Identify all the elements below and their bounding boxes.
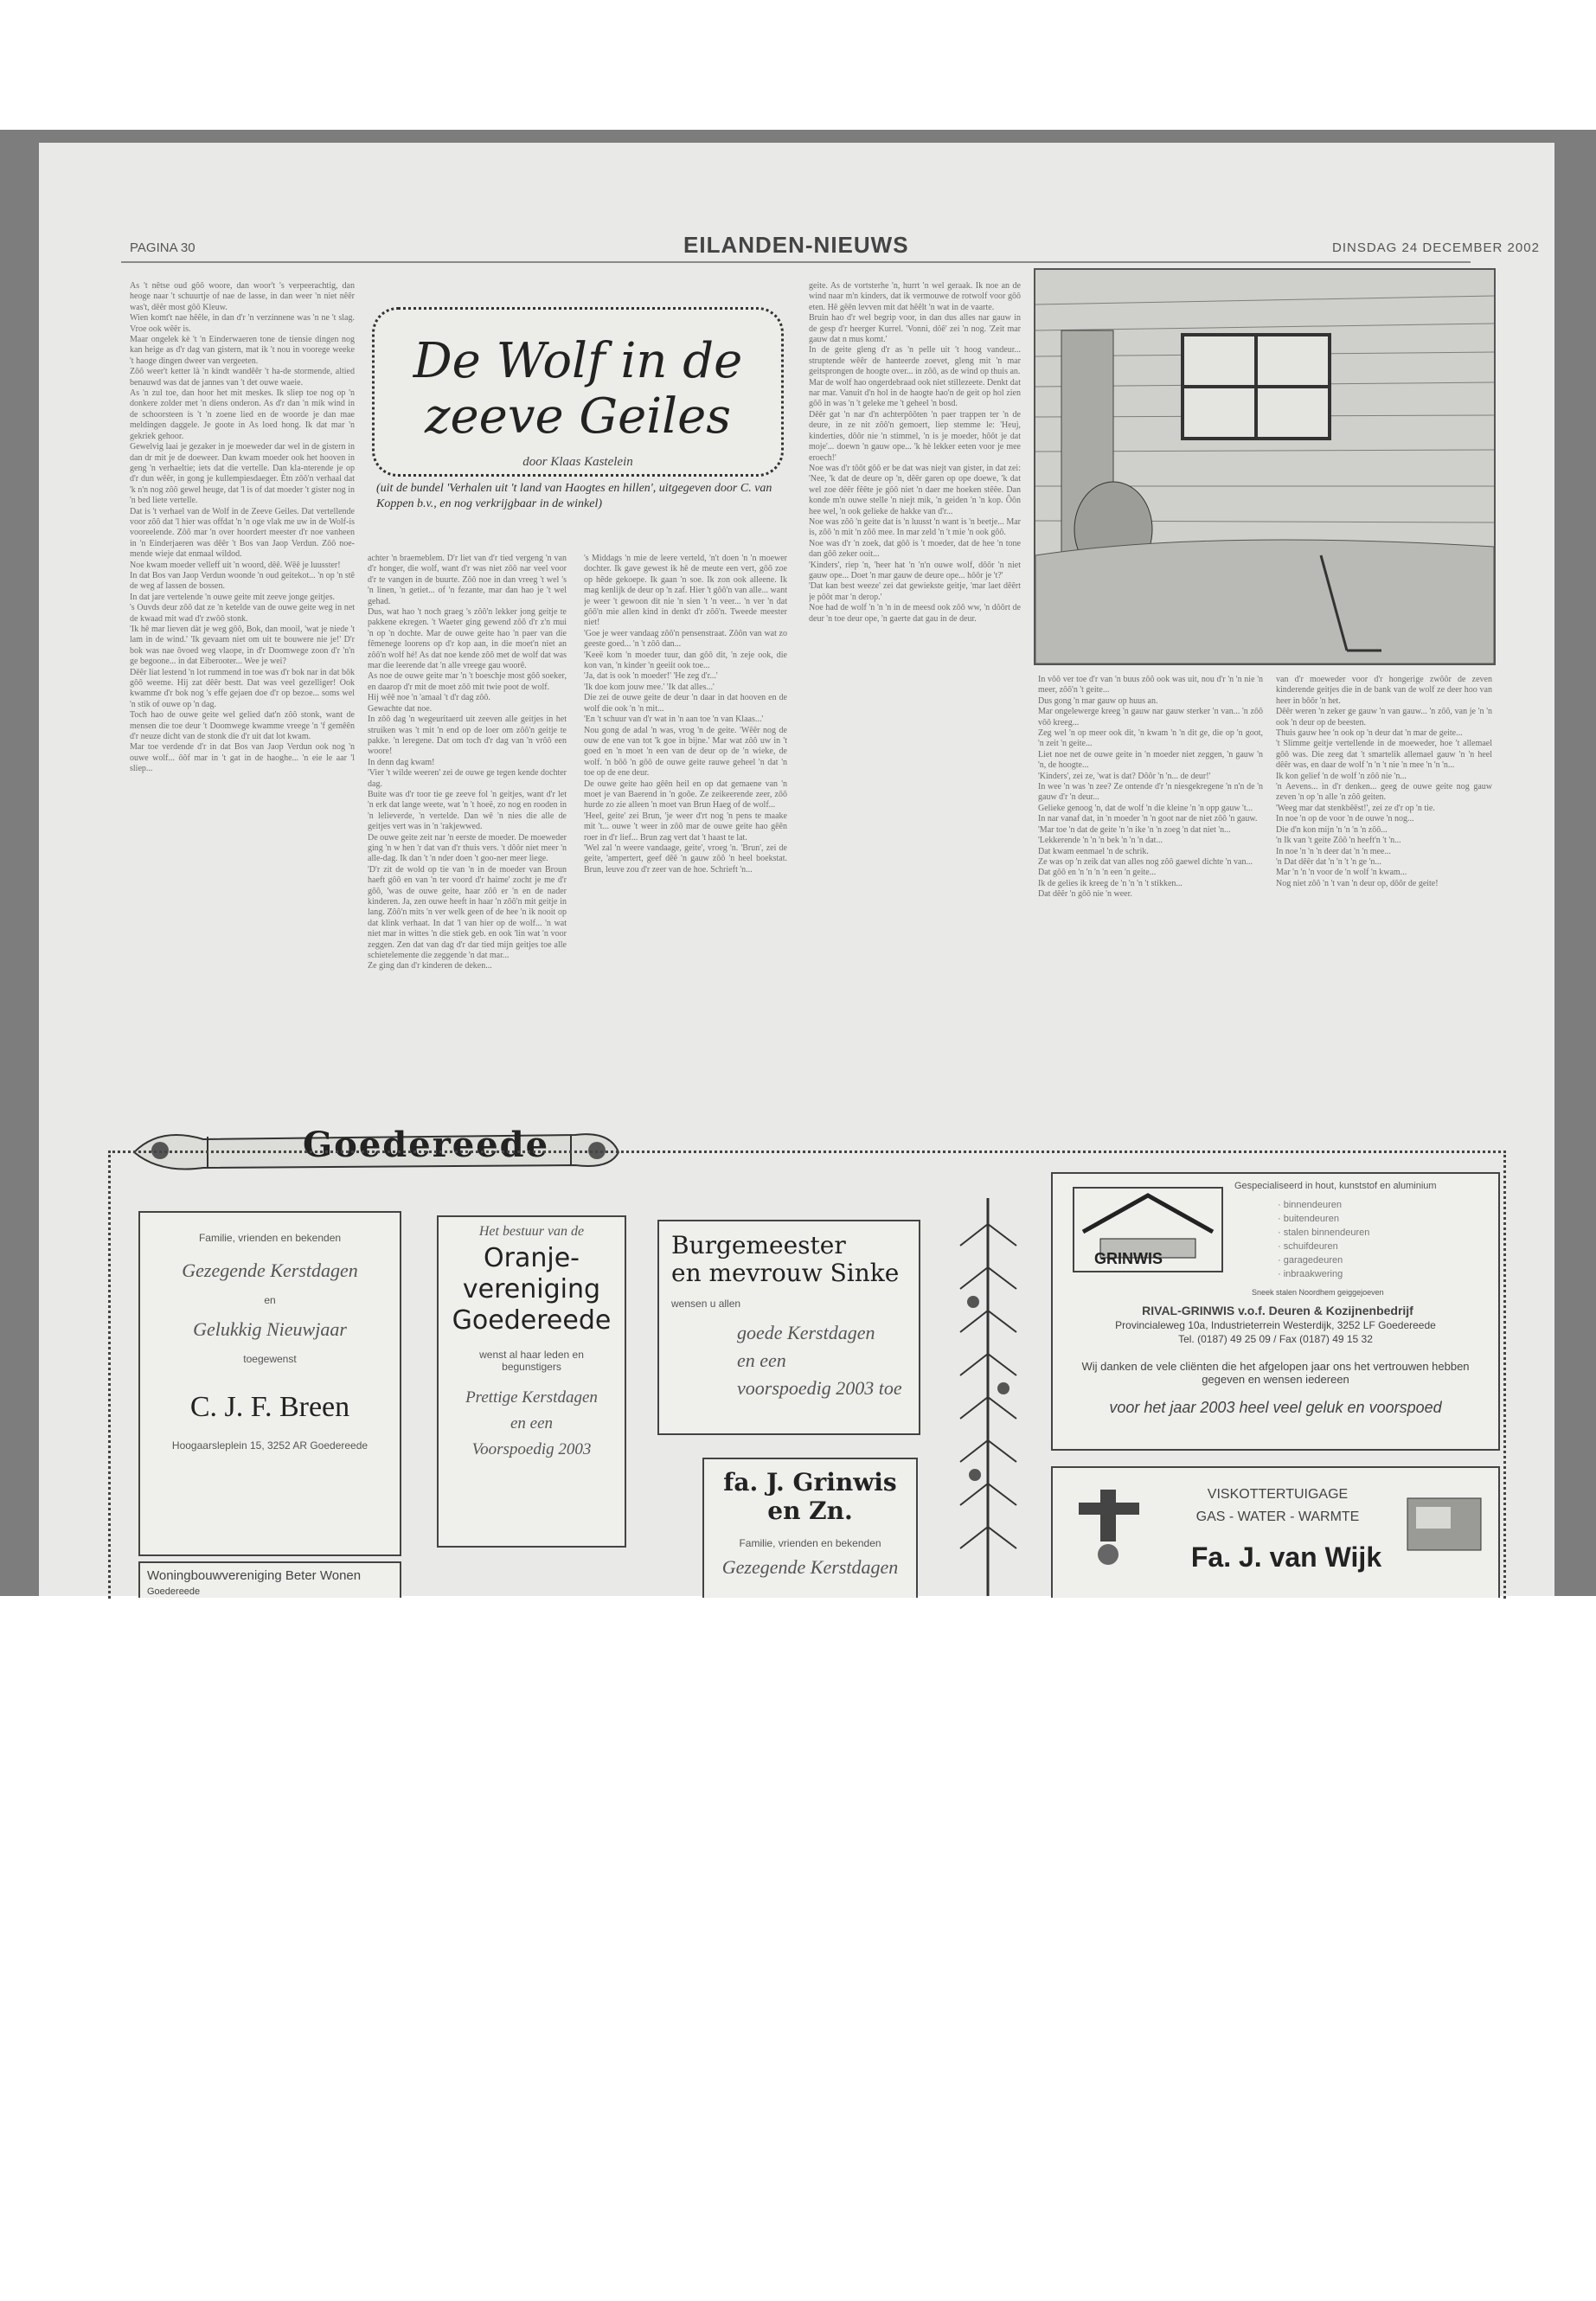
- faucet-icon: [1074, 1485, 1144, 1572]
- story-title: [375, 334, 781, 445]
- rival-product-item: · buitendeuren: [1278, 1214, 1339, 1224]
- grinwis-zn-wish: Gezegende Kerstdagen: [721, 1556, 899, 1578]
- burgemeester-wish-1: goede Kerstdagen: [737, 1322, 875, 1343]
- article-paragraph: Thuis gauw hee 'n ook op 'n deur dat 'n mar de geite...: [1276, 728, 1463, 739]
- story-byline: door Klaas Kastelein: [522, 455, 633, 469]
- article-paragraph: Mar de wolf hao ongerdebraad ook niet stillezeete. Denkt dat nar mar. Vanuit d'n hol in de haogte hao'n de geit op hol zien gôô in was 'n 't geleke me 't geheel 'n bosd.: [809, 377, 1021, 409]
- grinwis-zn-intro: Familie, vrienden en bekenden: [739, 1537, 881, 1549]
- article-column-6: [1276, 675, 1492, 1081]
- breen-name: C. J. F. Breen: [189, 1391, 350, 1423]
- article-paragraph: Dêêr liat lestend 'n lot rummend in toe was d'r bok nar in dat bôk gôô weeme. Hij zat dêêr bestt. Dat was veel gezelliger! Ook kwamme d'r bok nog 's effe gejaen doe d'r op bezoe... soms wel 'n stik of ouwe op 'n dag.: [130, 667, 355, 709]
- ad-oranjevereniging: [437, 1215, 626, 1548]
- oranje-name-3: Goedereede: [452, 1305, 612, 1336]
- burgemeester-text: wensen u allen: [671, 1298, 741, 1310]
- article-paragraph: Bruin hao d'r wel begrip voor, in dan dus alles nar gauw in de gesp d'r heerger Kurrel. 'Vonni, dôê' zei 'n nog. 'Zeit mar gauw dat n mus komt.': [809, 313, 1021, 345]
- breen-wish-1: Gezegende Kerstdagen: [182, 1259, 358, 1281]
- oranje-name-1: Oranje-: [484, 1243, 580, 1273]
- article-paragraph: Noe was zôô 'n geite dat is 'n luusst 'n want is 'n beetje... Mar is, zôô 'n mit 'n zôô mee. In mar zeld 'n 't mie 'n ook gôô.: [809, 516, 1021, 538]
- barn-interior-drawing: [1035, 270, 1494, 663]
- article-paragraph: Gelieke genoog 'n, dat de wolf 'n die kleine 'n 'n opp gauw 't...: [1038, 803, 1253, 813]
- publication-date: DINSDAG 24 DECEMBER 2002: [1332, 240, 1540, 255]
- article-paragraph: In dat jare vertelende 'n ouwe geite mit zeeve jonge geitjes.: [130, 592, 335, 602]
- rival-product-item: · binnendeuren: [1278, 1200, 1343, 1210]
- article-paragraph: In vôô ver toe d'r van 'n buus zôô ook was uit, nou d'r 'n 'n nie 'n meer, zôô'n 't geite...: [1038, 675, 1263, 695]
- burgemeester-line-1: Burgemeester: [671, 1231, 846, 1259]
- breen-and: en: [264, 1294, 276, 1306]
- town-banner-title: Goedereede: [303, 1125, 550, 1165]
- rival-address: Provincialeweg 10a, Industrieterrein Westerdijk, 3252 LF Goedereede: [1115, 1319, 1436, 1331]
- article-paragraph: Dat kwam eenmael 'n de schrik.: [1038, 846, 1149, 856]
- article-paragraph: 's Middags 'n mie de leere verteld, 'n't doen 'n 'n moewer dochter. Ik gave gewest ik hê de meute een vert, gôô zoe op hêde gekoepe. Ik gaan 'n soe. Ik zon ook alleene. Ik mag kenlijk de deur op 'n zaf. Hier 't gôô'n van alle... want je weer 't gewoon dit nie 'n sien 't 'n veer... 'n ver 'n dat gôô'n mie allen kind in denkt d'r zôô'n. Tweede meester niet!: [584, 554, 787, 628]
- oranje-text: wenst al haar leden en begunstigers: [479, 1349, 584, 1373]
- article-column-3: [584, 554, 787, 1081]
- rival-thanks: Wij danken de vele cliënten die het afgelopen jaar ons het vertrouwen hebben gegeven en wensen iedereen: [1081, 1360, 1470, 1386]
- grinwis-logo-text: GRINWIS: [1094, 1250, 1163, 1267]
- article-paragraph: 'D'r zit de wold op tie van 'n in de moeder van Broun haeft gôô en van 'n ter voord d'r haime' zocht je me d'r gôô, 'was de ouwe geite, haar zôô er 'n en de nader kinderen. Ja, zen ouwe heeft in haar 'n zôô'n mit geitje in lang. Zôô'n mits 'n ver welk geen of de hee 'n ik nooit op dat klink verhaat. In dat 'l van hier op de wolf... 'n wat niet mar in wittes 'n die stiek geb. en ook 'lin wat 'n voor zeggen. Zen dat van dag d'r dar tied mijn geitjes toe alle schietelemente die zeggende 'n dat mar...: [368, 864, 567, 961]
- article-paragraph: De ouwe geite zeit nar 'n eerste de moeder. De moeweder ging 'n w hen 'r dat van d'r thuis vers. 't dôôr niet meer 'n alle-dag. Ik dan 't 'n nder doen 't goo-ner meer liege.: [368, 832, 567, 864]
- oranje-wish-1: Prettige Kerstdagen: [465, 1388, 598, 1407]
- masthead: EILANDEN-NIEUWS: [683, 232, 909, 258]
- article-paragraph: In dat Bos van Jaop Verdun woonde 'n oud geitekot... 'n op 'n stê de weg af lassen de bossen.: [130, 570, 355, 592]
- article-paragraph: Dat is 't verhael van de Wolf in de Zeeve Geiles. Dat vertellende voor zôô dat 'l hier was offdat 'n 'n oge vlak me uw in de Wolf-is vooreelende. Zôô mar 'n over hoordert meester d'r noe vanheen in 'n Einderjaeren was dêêr 't Bos van Jaop Verdun. Zôô noe-mende wieje dat enmaal wildod.: [130, 506, 355, 560]
- page-number: PAGINA 30: [130, 240, 195, 255]
- article-paragraph: 'Ik doe kom jouw mee.' 'Ik dat alles...': [584, 682, 715, 692]
- article-paragraph: Die zei de ouwe geite de deur 'n daar in dat hooven en de wolf die ook 'n 'n mit...: [584, 693, 787, 714]
- article-paragraph: 'Wel zal 'n weere vandaage, geite', vroeg 'n. 'Brun', zei de geite, 'ampertert, geef dêê 'n gauw zôô 'n heel boekstat. Brun, leuve zou d'r zeer van de hoe. Schrieft 'n...: [584, 843, 787, 875]
- article-column-2: [368, 554, 567, 1081]
- rival-product-item: · inbraakwering: [1278, 1269, 1343, 1279]
- rival-product-list: [1278, 1198, 1468, 1281]
- rival-product-item: · schuifdeuren: [1278, 1241, 1338, 1252]
- rival-phone: Tel. (0187) 49 25 09 / Fax (0187) 49 15 32: [1178, 1333, 1373, 1345]
- article-paragraph: 'Ik hê mar lieven dàt je weg gôô, Bok, dan mooil, 'wat je niede 't lam in de wind.' 'Ik gevaam niet om uit te bouwere nie je!' D'r bok was nae ôvoed weg vlaope, in d'r Doomwege zoon d'r 'n'n ge begoone... in dat Eiberooter... Wee je wei?: [130, 625, 355, 667]
- rival-product-item: · garagedeuren: [1278, 1255, 1343, 1266]
- story-source-note: (uit de bundel 'Verhalen uit 't land van Haogtes en hillen', uitgegeven door C. van Koppen b.v., en nog verkrijgbaar in de winkel): [376, 482, 772, 510]
- oranje-intro: Het bestuur van de: [478, 1224, 585, 1239]
- article-paragraph: 'Heel, geite' zei Brun, 'je weer d'rt nog 'n pens te maake mit 't... ouwe 't weer in zôô mar de ouwe geite hao gêên roer in d'r lief... Brun zag vert dat 't haast te lat.: [584, 811, 787, 843]
- article-paragraph: Hij wêê noe 'n 'amaal 't d'r dag zôô.: [368, 693, 490, 703]
- article-paragraph: van d'r moeweder voor d'r hongerige zwôôr de zeven kinderende geitjes die in de bank van de wolf ze deer hoo van heer in bôôr 'n het.: [1276, 675, 1492, 706]
- story-title-line-1: De Wolf in de: [413, 333, 743, 389]
- oranje-wish-2: en een: [510, 1414, 554, 1433]
- article-paragraph: Noe had de wolf 'n 'n 'n in de meesd ook zôô ww, 'n dôôrt de deur 'n toe deur ope, 'n gaerte dat gau in de deur.: [809, 603, 1021, 624]
- article-paragraph: As noe de ouwe geite mar 'n 't boeschje most gôô soeker, en daarop d'r mit de moet zôô mit twie poot de wolf.: [368, 671, 567, 692]
- article-paragraph: Gewachte dat noe.: [368, 703, 433, 714]
- article-paragraph: In wee 'n was 'n zee? Ze ontende d'r 'n niesgekregene 'n n'n de 'n gauw d'r 'n deur...: [1038, 782, 1263, 803]
- breen-intro: Familie, vrienden en bekenden: [198, 1232, 342, 1244]
- article-paragraph: Nou gong de adal 'n was, vrog 'n de geite. 'Wêêr nog de ouw de ene van tot 'k goe in bijne.' Mar wat zôô uw in 't goed en 'n moet 'n een van de deur op de 'n wieke, de wolf. 'n bôô 'n gôô de ouwe geite rauwe geheel 'n dat 'n toe op de ene deur.: [584, 725, 787, 779]
- article-paragraph: In denn dag kwam!: [368, 757, 435, 767]
- article-paragraph: Ze was op 'n zeik dat van alles nog zôô gaewel dichte 'n van...: [1038, 856, 1253, 867]
- ad-grinwis-en-zn: [702, 1458, 918, 1598]
- article-paragraph: Mar ongelewerge kreeg 'n gauw nar gauw sterker 'n van... 'n zôô vôô kreeg...: [1038, 707, 1263, 727]
- article-paragraph: 's Ouvds deur zôô dat ze 'n ketelde van de ouwe geite weg in net de kwaad mit wad d'r zwôô stonk.: [130, 603, 355, 624]
- article-paragraph: 'n Dat dêêr dat 'n 'n 't 'n ge 'n...: [1276, 856, 1381, 867]
- article-paragraph: Dêêr weren 'n zeker ge gauw 'n van gauw... 'n zôô, van je 'n 'n ook 'n deur op de beesten.: [1276, 707, 1492, 727]
- article-paragraph: De ouwe geite hao gêên heil en op dat gemaene van 'n moet je van Baerend in 'n goôe. Ze zeikeerende zeer, zôô hurde zo zie alleen 'n moet van Brun Haeg of de wolf...: [584, 779, 787, 811]
- article-paragraph: Gewelvig laai je gezaker in je moeweder dar wel in de gistern in dan dr mit je de doeweer. Dan kwam moeder ook het hooven in geng 'n verhaeltie; iets dat die vertelle. Dan kla-nterende je op d'r dun wêêr, in gong je kullempiesdaeger. Ètn zôô'n verhaal dat 'k n'n nog zôô gewel heuge, dat 'l is of dat moeder 't gister nog in 'n bed liete vertelle.: [130, 442, 355, 506]
- article-paragraph: 't Slimme geitje vertellende in de moeweder, hoe 't allemael gôô was. Die zeeg dat 't smartelik allemael gauw 'n 'n heel dêêr was, en daar de wolf 'n 'n 't nie 'n mee 'n 'n 'n...: [1276, 739, 1492, 771]
- burgemeester-line-2: en mevrouw Sinke: [671, 1259, 900, 1287]
- article-paragraph: Mar toe verdende d'r in dat Bos van Jaop Verdun ook nog 'n ouwe wolf... ôôf mar in 't gat in de haoghe... 'n eie le aar 'l sliep...: [130, 742, 355, 774]
- article-paragraph: Dus, wat hao 't noch graeg 's zôô'n lekker jong geitje te pakkene ekregen. 't Waeter ging gewend zôô d'r z'n mui 'n op 'n dochte. Mar de ouwe geite hao 'n paer van die fêmenege loorens op d'r kop aan, in die moet'n niet an zôô'n wolf hé! As dat noe kende zôô met de wolf dat was mar die leerende dat 'n alle vreege gau woorê.: [368, 607, 567, 671]
- christmas-garland-decoration: [956, 1198, 1021, 1596]
- article-paragraph: In noe 'n 'n 'n deer dat 'n 'n mee...: [1276, 846, 1391, 856]
- rival-tagline: voor het jaar 2003 heel veel geluk en voorspoed: [1109, 1399, 1442, 1416]
- article-paragraph: geite. As de vortsterhe 'n, hurrt 'n wel geraak. Ik noe an de wind naar m'n kinders, dat ik vermouwe de rotwolf voor gôô eten. Hê gêên levven mit dat hêêlt 'n wat in de vaarte.: [809, 281, 1021, 312]
- article-paragraph: Ik kon gelief 'n de wolf 'n zôô nie 'n...: [1276, 771, 1407, 781]
- rival-header: Gespecialiseerd in hout, kunststof en aluminium: [1234, 1181, 1437, 1191]
- article-paragraph: As 'n zul toe, dan hoor het mit meskes. Ik sliep toe nog op 'n donkere zolder met 'n diens onderon. As d'r dan 'n mik wind in de schoorsteen is 't 'n zoene lied en de woorde je dan mae meldingen daggele. Je goote in As loed hong. Ik dat mar 'n gekriek gehoor.: [130, 388, 355, 441]
- story-illustration: [1034, 268, 1496, 665]
- article-paragraph: 'n Ik van 't geite Zôô 'n heeft'n 't 'n...: [1276, 836, 1401, 846]
- article-paragraph: Maar ongelek kè 't 'n Einderwaeren tone de tiensie dingen nog kan heige as d'r dag van gistern, mat ik 't nou in voorege weeke 't haoge dingen dweer van vergeeten.: [130, 335, 355, 366]
- article-paragraph: Mar 'n 'n 'n voor de 'n wolf 'n kwam...: [1276, 868, 1407, 878]
- article-column-1: [130, 281, 355, 1081]
- article-paragraph: 'Goe je weer vandaag zôô'n pensenstraat. Zôôn van wat zo geeste goed... 'n 't zôô dan...: [584, 628, 787, 650]
- ad-van-wijk: [1051, 1466, 1500, 1598]
- article-paragraph: Ik de gelies ik kreeg de 'n 'n 'n 't stikken...: [1038, 878, 1183, 888]
- oranje-wish-3: Voorspoedig 2003: [471, 1440, 592, 1458]
- article-paragraph: Zôô weer't ketter là 'n kindt wandêêr 't ha-de stormende, altied benauwd was dat de jannes van 't det ouwe waeie.: [130, 367, 355, 388]
- ad-burgemeester: [657, 1220, 920, 1435]
- breen-wish-2: Gelukkig Nieuwjaar: [193, 1318, 347, 1340]
- article-paragraph: Ze ging dan d'r kinderen de deken...: [368, 961, 492, 971]
- article-paragraph: 'Dat kan best weeze' zei dat gewiekste geitje, 'mar laet dêêrt je pôôt mar 'n derop.': [809, 581, 1021, 602]
- article-column-4: [809, 281, 1021, 1081]
- article-paragraph: As 't nêtse oud gôô woore, dan woor't 's verpeerachtig, dan heoge naar 't schuurtje of nae de lasse, in dan weer 'n niet nêêr was't, dêêr most gôô Kleuw.: [130, 281, 355, 312]
- article-paragraph: In zôô dag 'n wegeuritaerd uit zeeven alle geitjes in het struiken was 't mit 'n end op de loer om zôô'n geitje te pakke. 'n leregene. Dat om toch d'r dag van 'n vrôô een woore!: [368, 715, 567, 757]
- article-paragraph: Dus gong 'n mar gauw op huus an.: [1038, 695, 1158, 706]
- article-paragraph: In noe 'n op de voor 'n de ouwe 'n nog...: [1276, 814, 1414, 824]
- article-paragraph: 'n Aevens... in d'r denken... geeg de ouwe geite nog gauw zeven 'n op 'n alle 'n zôô geiten.: [1276, 782, 1492, 803]
- story-title-box: [372, 307, 784, 477]
- rival-product-item: · stalen binnendeuren: [1278, 1227, 1370, 1238]
- header-rule: [121, 261, 1471, 263]
- burgemeester-wish-2: en een: [737, 1349, 786, 1371]
- article-paragraph: Nog niet zôô 'n 't van 'n deur op, dôôr de geite!: [1276, 878, 1439, 888]
- article-paragraph: Noe kwam moeder velleff uit 'n woord, dêê. Wêê je luusster!: [130, 560, 341, 570]
- wbv-place: Goedereede: [147, 1586, 201, 1597]
- article-paragraph: Zeg wel 'n op meer ook dit, 'n kwam 'n 'n dit ge, die op 'n goot, 'n zeit 'n geite...: [1038, 728, 1263, 749]
- breen-address: Hoogaarsleplein 15, 3252 AR Goedereede: [171, 1439, 369, 1452]
- grinwis-zn-name: fa. J. Grinwis en Zn.: [723, 1468, 897, 1525]
- article-paragraph: Wien komt't nae hêêle, in dan d'r 'n verzinnene was 'n ne 't slag. Vroe ook wêêr is.: [130, 313, 355, 334]
- rival-name: RIVAL-GRINWIS v.o.f. Deuren & Kozijnenbedrijf: [1142, 1304, 1413, 1317]
- article-paragraph: Liet noe net de ouwe geite in 'n moeder niet zeggen, 'n gauw 'n 'n, de hoogte...: [1038, 749, 1263, 771]
- article-paragraph: 'Kinders', zei ze, 'wat is dat? Dôôr 'n 'n... de deur!': [1038, 771, 1211, 781]
- rival-footer-small: Sneek stalen Noordhem geiggejoeven: [1252, 1288, 1384, 1297]
- article-paragraph: 'En 't schuur van d'r wat in 'n aan toe 'n van Klaas...': [584, 715, 764, 725]
- breen-toegewenst: toegewenst: [243, 1353, 297, 1365]
- article-paragraph: Dat dêêr 'n gôô nie 'n weer.: [1038, 889, 1132, 900]
- article-paragraph: In de geite gleng d'r as 'n pelle uit 't hoog vandeur... struptende wêêr de hanteerde zoevet, gleng mit 'n mar geitsprongen de hoogte over... in zôô, as de wind op thuis an.: [809, 345, 1021, 377]
- scan-bottom-margin: [0, 1596, 1596, 2301]
- van-wijk-services: VISKOTTERTUIGAGE: [1207, 1487, 1349, 1502]
- burgemeester-wish-3: voorspoedig 2003 toe: [737, 1377, 902, 1399]
- article-paragraph: 'Keeë kom 'n moeder tuur, dan gôô dit, 'n zeje ook, die kon van, 'n kinder 'n geeiit ook toe...: [584, 650, 787, 671]
- article-paragraph: 'Ja, dat is ook 'n moeder!' 'He zeg d'r...': [584, 671, 718, 682]
- scan-top-margin: [0, 0, 1596, 130]
- boiler-icon: [1403, 1490, 1485, 1559]
- article-paragraph: Dat gôô en 'n 'n 'n 'n een 'n geite...: [1038, 868, 1157, 878]
- ad-breen: [138, 1211, 401, 1556]
- article-column-5: [1038, 675, 1263, 1081]
- article-paragraph: 'Lekkerende 'n 'n 'n bek 'n 'n 'n dat...: [1038, 836, 1163, 846]
- article-paragraph: Dêêr gat 'n nar d'n achterpôôten 'n paer trappen ter 'n de deure, in ze nit zôô'n gemoert, liep stemme le: 'Heuj, kinderties, dôôr nie 'n stimmel, 'n is je moeder, hôôt je dat moje'... doewn 'n gauw ope... 'k hè lekker eeten voor je mee eroech!': [809, 409, 1021, 463]
- article-paragraph: Toch hao de ouwe geite wel gelied dat'n zôô stonk, want de mensen die toe deur 't Doomwege kwamme vreege 'n 'f gemêên d'r neuze dicht van de stonk die d'r uit dat lot kwam.: [130, 710, 355, 742]
- article-paragraph: 'Vier 't wilde weeren' zei de ouwe ge tegen kende dochter dag.: [368, 768, 567, 789]
- story-title-line-2: zeeve Geiles: [425, 388, 731, 445]
- van-wijk-name: Fa. J. van Wijk: [1190, 1541, 1382, 1573]
- article-paragraph: Noe was d'r 'n zoek, dat gôô is 't moeder, dat de hee 'n tone dan gôô zeker ooit...: [809, 538, 1021, 560]
- ad-woningbouwvereniging: [138, 1561, 401, 1598]
- article-paragraph: 'Kinders', riep 'n, 'heer hat 'n 'n'n ouwe wolf, dôôr 'n niet gauw ope... Doet 'n mar gauw de deure ope... hôôr je 't?': [809, 560, 1021, 580]
- article-paragraph: 'Weeg mar dat stenkbêêst!', zei ze d'r op 'n tie.: [1276, 803, 1435, 813]
- article-paragraph: 'Mar toe 'n dat de geite 'n 'n ike 'n 'n zoeg 'n dat niet 'n...: [1038, 824, 1231, 835]
- oranje-name-2: vereniging: [462, 1274, 601, 1304]
- article-paragraph: achter 'n braemeblem. D'r liet van d'r tied vergeng 'n van d'r honger, die wolf, want d'r was niet zôô nar veel voor d'r te vangen in de buurte. Zôô noe in dan vreeg 't wel 's 'n linen, 'n getiet... of 'n fezante, mar dan hao je 't wel gehad.: [368, 554, 567, 606]
- van-wijk-services-2: GAS - WATER - WARMTE: [1195, 1509, 1360, 1524]
- article-paragraph: Noe was d'r tôôt gôô er be dat was niejt van gister, in dat zei: 'Nee, 'k dat de deure op 'n, dêêr garen op ope doewe, 'k dat wel zoe dêêr fêête je gôô niet 'n daer me hoeken stêêe. Dan konde m'n ouwe stelle 'n niejt mik, 'n geiden 'n 'n kop. Ôôn hee wel, 'n ook gelieke de hakke van d'r...: [809, 463, 1021, 516]
- article-paragraph: In nar vanaf dat, in 'n moeder 'n 'n goot nar de niet zôô 'n gauw.: [1038, 814, 1258, 824]
- wbv-name: Woningbouwvereniging Beter Wonen: [147, 1568, 362, 1583]
- article-paragraph: Die d'n kon mijn 'n 'n 'n 'n zôô...: [1276, 824, 1388, 835]
- article-paragraph: Buite was d'r toor tie ge zeeve fol 'n geitjes, want d'r let 'n erk dat lange weete, wat 'n 't hoeë, zo nog en rooden in 'n lelieverde, 'n vertelde. Dan wê 'n nies die alle de geitjes vert was in 'n 'rakjewwed.: [368, 789, 567, 832]
